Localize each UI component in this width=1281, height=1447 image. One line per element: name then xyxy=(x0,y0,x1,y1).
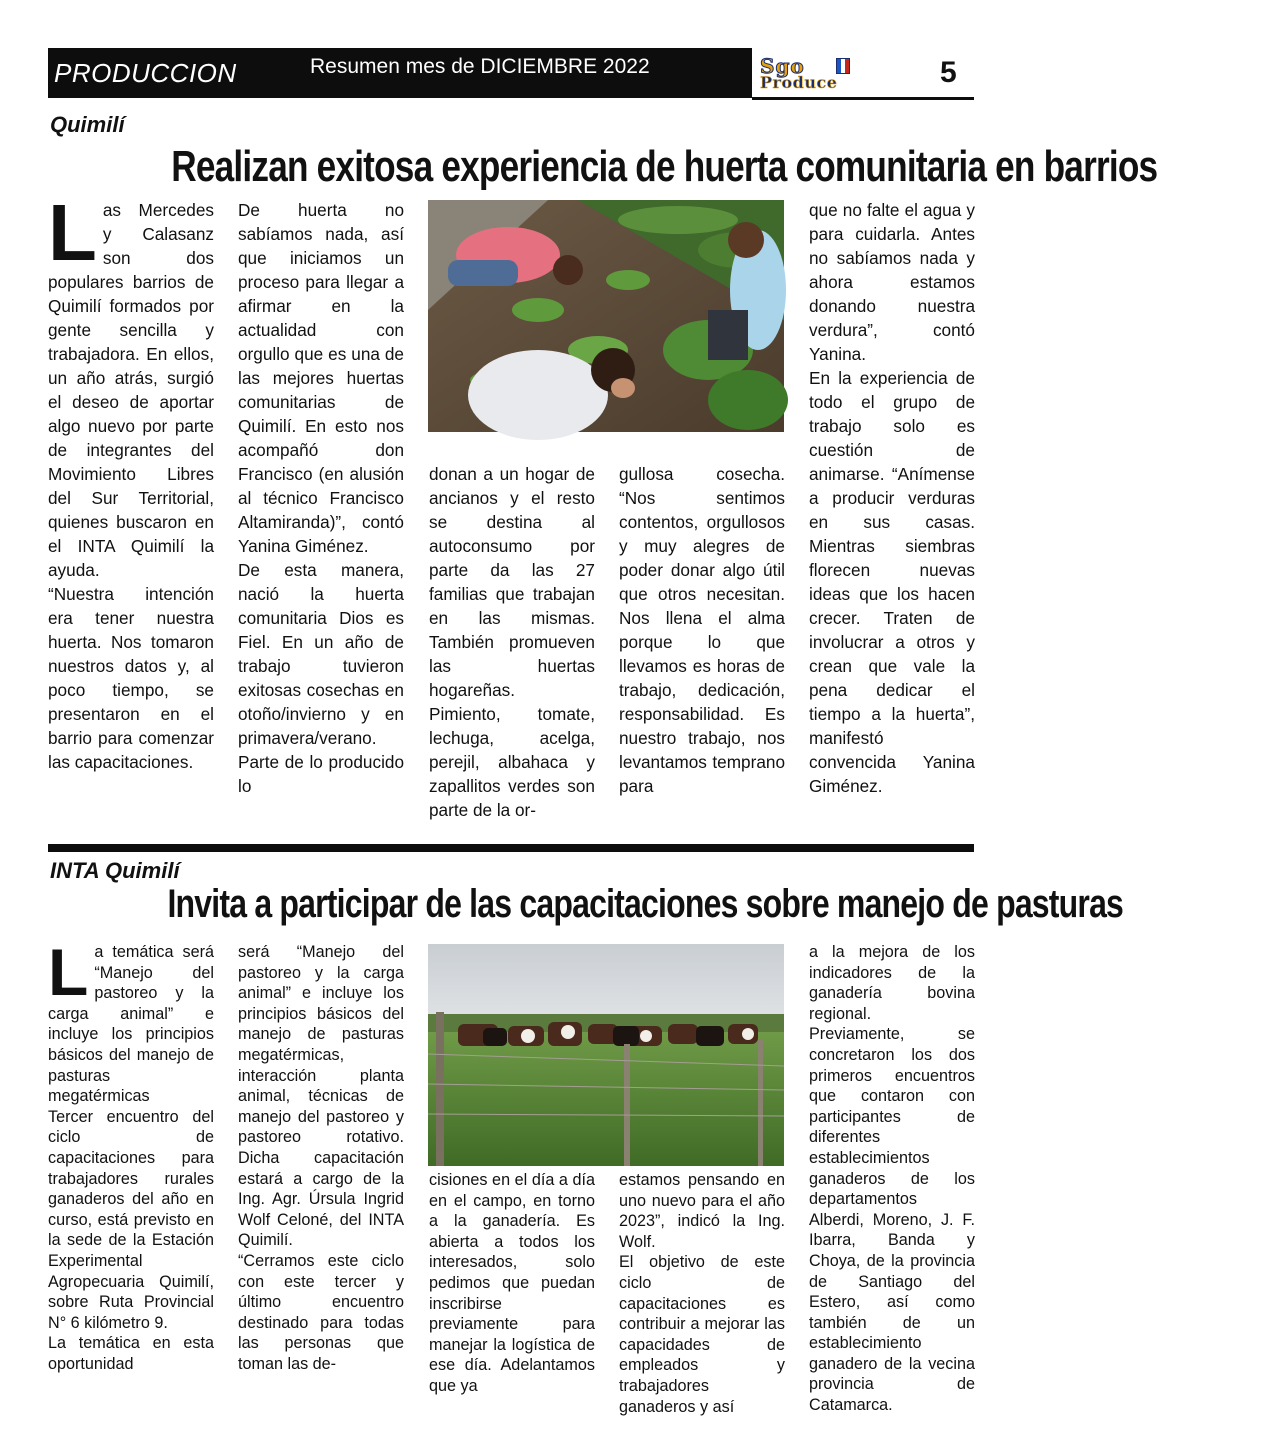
paragraph: cisiones en el día a día en el campo, en torno a la ganadería. Es abierta a todos los interesados, solo pedimos que puedan inscribirse previamente para manejar la logística de ese día. Adelantamos que ya xyxy=(429,1171,595,1395)
article-column-1 xyxy=(48,188,214,774)
issue-date: Resumen mes de DICIEMBRE 2022 xyxy=(310,55,650,78)
paragraph: Pimiento, tomate, lechuga, acelga, perejil, albahaca y zapallitos verdes son parte de la or- xyxy=(429,704,595,820)
paragraph: gullosa cosecha. “Nos sentimos contentos, orgullosos y muy alegres de poder donar algo útil que otros necesitan. Nos llena el alma porque lo que llevamos es horas de trabajo, dedicación, responsabilidad. Es nuestro trabajo, nos levantamos temprano para xyxy=(619,464,785,796)
paragraph: Tercer encuentro del ciclo de capacitaciones para trabajadores rurales ganaderos del año en curso, está previsto en la sede de la Estación Experimental Agropecuaria Quimilí, sobre Ruta Provincial N° 6 kilómetro 9. xyxy=(48,1107,214,1332)
article-kicker: Quimilí xyxy=(50,112,125,137)
drop-cap: L xyxy=(48,188,97,277)
header-rule xyxy=(752,97,974,100)
paragraph: “Nuestra intención era tener nuestra huerta. Nos tomaron nuestros datos y, al poco tiempo, se presentaron en el barrio para comenzar las capacitaciones. xyxy=(48,584,214,772)
publication-logo xyxy=(760,54,908,94)
paragraph: El objetivo de este ciclo de capacitaciones es contribuir a mejorar las capacidades de empleados y trabajadores ganaderos y así xyxy=(619,1253,785,1416)
page-number: 5 xyxy=(940,56,957,89)
logo-top-text: Sgo xyxy=(760,54,805,78)
paragraph: “Cerramos este ciclo con este tercer y último encuentro destinado para todas las personas que toman las de- xyxy=(238,1251,404,1373)
article-column-1 xyxy=(48,935,214,1374)
paragraph: será “Manejo del pastoreo y la carga animal” e incluye los principios básicos del manejo de pasturas megatérmicas, interacción planta animal, técnicas de manejo del pastoreo y pastoreo rotativo. Dicha capacitación estará a cargo de la Ing. Agr. Úrsula Ingrid Wolf Celoné, del INTA Quimilí. xyxy=(238,943,404,1250)
paragraph: La temática en esta oportunidad xyxy=(48,1334,214,1373)
article-column-3 xyxy=(429,1170,595,1397)
paragraph: Previamente, se concretaron los dos primeros encuentros que contaron con participantes de diferentes establecimientos ganaderos de los departamentos Alberdi, Moreno, J. F. Ibarra, Banda y Choya, de la provincia de Santiago del Estero, así como también de un establecimiento ganadero de la vecina provincia de Catamarca. xyxy=(809,1025,975,1415)
paragraph: a la mejora de los indicadores de la ganadería bovina regional. xyxy=(809,943,975,1023)
article-divider xyxy=(48,844,974,852)
headline-text: Invita a participar de las capacitaciones sobre manejo de pasturas xyxy=(167,882,1124,926)
paragraph: estamos pensando en uno nuevo para el año 2023”, indicó la Ing. Wolf. xyxy=(619,1171,785,1251)
article-column-3 xyxy=(429,462,595,822)
article-kicker: INTA Quimilí xyxy=(50,858,180,883)
article-column-2 xyxy=(238,942,404,1374)
article-column-2 xyxy=(238,198,404,798)
paragraph: a temática será “Manejo del pastoreo y la carga animal” e incluye los principios básicos del manejo de pasturas megatérmicas xyxy=(48,943,214,1106)
header-bar xyxy=(48,48,752,98)
article-column-4 xyxy=(619,462,785,798)
article-column-4 xyxy=(619,1170,785,1417)
article-column-5 xyxy=(809,942,975,1416)
flag-icon xyxy=(836,58,850,74)
drop-cap: L xyxy=(48,935,89,1009)
page-header xyxy=(48,48,974,98)
section-name: PRODUCCION xyxy=(54,58,237,88)
article-headline xyxy=(48,882,1124,927)
paragraph: En la experiencia de todo el grupo de trabajo solo es cuestión de animarse. “Anímense a producir verduras en sus casas. Mientras siembras florecen nuevas ideas que los hacen crecer. Traten de involucrar a otros y crean que vale la pena dedicar el tiempo a la huerta”, manifestó convencida Yanina Giménez. xyxy=(809,368,975,796)
headline-text: Realizan exitosa experiencia de huerta comunitaria en barrios xyxy=(171,142,1158,191)
garden-photo xyxy=(428,200,784,432)
article-column-5 xyxy=(809,198,975,798)
article-headline xyxy=(48,142,1158,192)
paragraph: as Mercedes y Calasanz son dos populares barrios de Quimilí formados por gente sencilla y trabajadora. En ellos, un año atrás, surgió el deseo de aportar algo nuevo por parte de integrantes del Movimiento Libres del Sur Territorial, quienes buscaron en el INTA Quimilí la ayuda. xyxy=(48,200,214,580)
paragraph: De esta manera, nació la huerta comunitaria Dios es Fiel. En un año de trabajo tuvieron exitosas cosechas en otoño/invierno y en primavera/verano. Parte de lo producido lo xyxy=(238,560,404,796)
cattle-photo xyxy=(428,944,784,1166)
paragraph: donan a un hogar de ancianos y el resto se destina al autoconsumo por parte da las 27 familias que trabajan en las mismas. También promueven las huertas hogareñas. xyxy=(429,464,595,700)
paragraph: De huerta no sabíamos nada, así que iniciamos un proceso para llegar a afirmar en la actualidad con orgullo que es una de las mejores huertas comunitarias de Quimilí. En esto nos acompañó don Francisco (en alusión al técnico Francisco Altamiranda)”, contó Yanina Giménez. xyxy=(238,200,404,556)
paragraph: que no falte el agua y para cuidarla. Antes no sabíamos nada y ahora estamos donando nuestra verdura”, contó Yanina. xyxy=(809,200,975,364)
logo-bottom-text: Produce xyxy=(760,73,838,92)
